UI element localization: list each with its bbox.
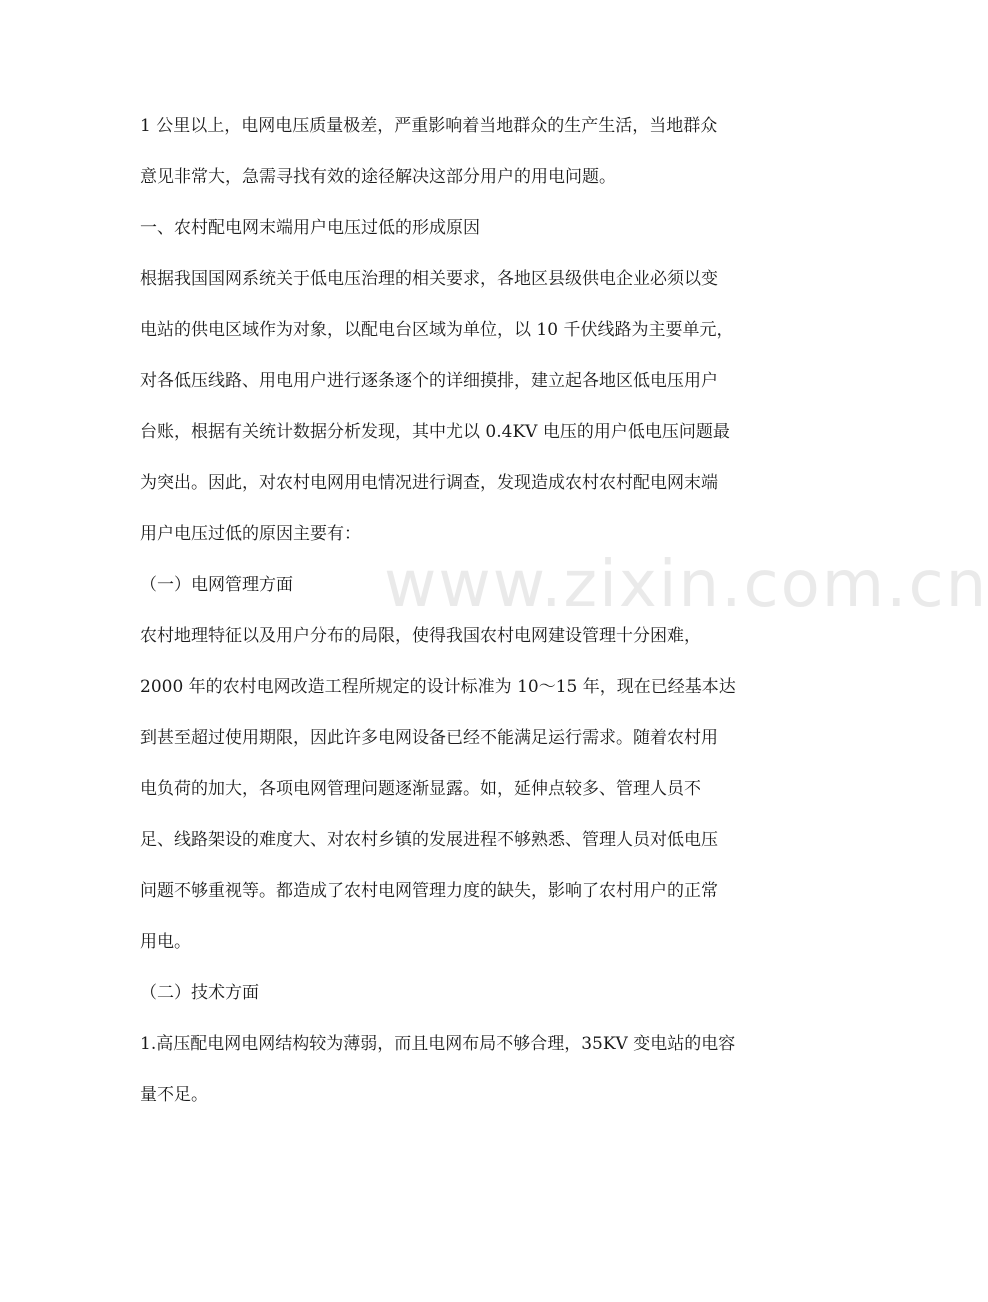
text-line: 1.高压配电网电网结构较为薄弱，而且电网布局不够合理，35KV 变电站的电容 (140, 1034, 736, 1054)
text-line: 农村地理特征以及用户分布的局限，使得我国农村电网建设管理十分困难， (140, 626, 701, 646)
text-line: 量不足。 (140, 1085, 208, 1105)
text-line: 台账，根据有关统计数据分析发现，其中尤以 0.4KV 电压的用户低电压问题最 (140, 422, 730, 442)
text-line: 对各低压线路、用电用户进行逐条逐个的详细摸排，建立起各地区低电压用户 (140, 371, 718, 391)
text-line: 意见非常大，急需寻找有效的途径解决这部分用户的用电问题。 (140, 167, 616, 187)
text-line: 2000 年的农村电网改造工程所规定的设计标准为 10～15 年，现在已经基本达 (140, 677, 736, 697)
text-line: 为突出。因此，对农村电网用电情况进行调查，发现造成农村农村配电网末端 (140, 473, 718, 493)
text-line: 到甚至超过使用期限，因此许多电网设备已经不能满足运行需求。随着农村用 (140, 728, 718, 748)
subsection-heading: （一）电网管理方面 (140, 575, 293, 595)
text-line: 电站的供电区域作为对象，以配电台区域为单位，以 10 千伏线路为主要单元， (140, 320, 734, 340)
text-line: 问题不够重视等。都造成了农村电网管理力度的缺失，影响了农村用户的正常 (140, 881, 718, 901)
document-body (140, 104, 776, 1124)
subsection-heading: （二）技术方面 (140, 983, 259, 1003)
text-line: 1 公里以上，电网电压质量极差，严重影响着当地群众的生产生活，当地群众 (140, 116, 718, 136)
text-line: 用电。 (140, 932, 191, 952)
text-line: 根据我国国网系统关于低电压治理的相关要求，各地区县级供电企业必须以变 (140, 269, 718, 289)
section-heading: 一、农村配电网末端用户电压过低的形成原因 (140, 218, 480, 238)
watermark: www.zixin.com.cn (384, 548, 988, 622)
text-line: 足、线路架设的难度大、对农村乡镇的发展进程不够熟悉、管理人员对低电压 (140, 830, 718, 850)
text-line: 用户电压过低的原因主要有： (140, 524, 361, 544)
text-line: 电负荷的加大，各项电网管理问题逐渐显露。如，延伸点较多、管理人员不 (140, 779, 701, 799)
